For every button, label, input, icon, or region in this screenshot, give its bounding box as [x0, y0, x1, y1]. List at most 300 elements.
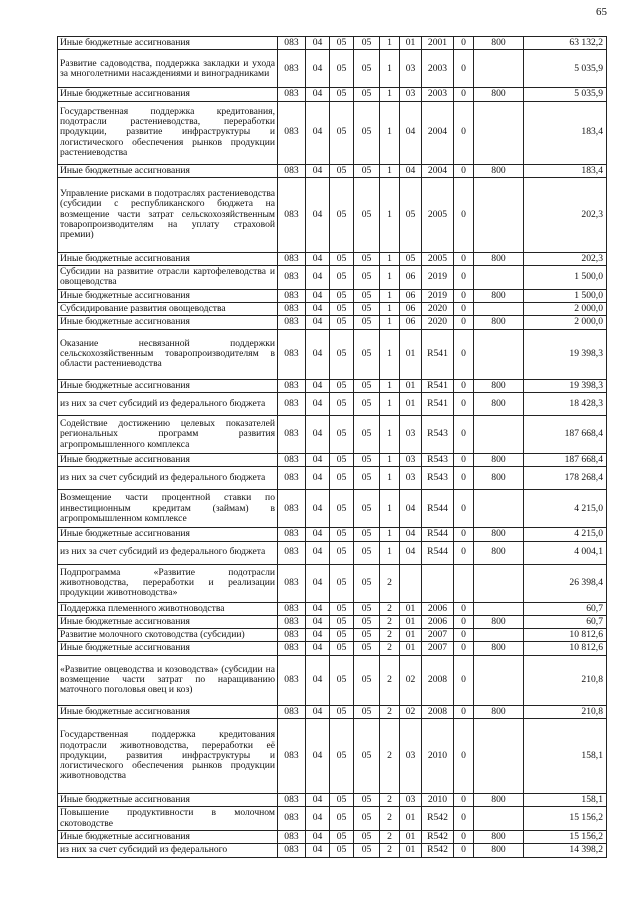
subprogram-code: 1: [380, 415, 400, 453]
program-code: 05: [354, 528, 380, 541]
amount: 15 156,2: [524, 830, 607, 843]
code-part: 0: [454, 37, 474, 50]
program-code: 05: [354, 453, 380, 466]
section-code: 04: [306, 316, 330, 329]
subprogram-code: 2: [380, 719, 400, 794]
ministry-code: 083: [278, 316, 306, 329]
row-name: Иные бюджетные ассигнования: [58, 289, 278, 302]
row-name: из них за счет субсидий из федерального бюджета: [58, 392, 278, 415]
ministry-code: 083: [278, 164, 306, 177]
row-name: Оказание несвязанной поддержки сельскохозяйственным товаропроизводителям в области растениеводства: [58, 329, 278, 379]
event-code: 01: [400, 602, 422, 615]
amount: 10 812,6: [524, 642, 607, 655]
event-code: 03: [400, 50, 422, 88]
budget-table: [57, 36, 607, 858]
expense-type-code: [474, 807, 524, 831]
direction-code: 2010: [422, 719, 454, 794]
amount: 18 428,3: [524, 392, 607, 415]
row-name: Государственная поддержка кредитования, подотрасли растениеводства, переработки продукции, развитие инфраструктуры и логистического обеспечения рынков продукции растениеводства: [58, 101, 278, 164]
ministry-code: 083: [278, 88, 306, 101]
subprogram-code: 1: [380, 289, 400, 302]
program-code: 05: [354, 541, 380, 564]
ministry-code: 083: [278, 177, 306, 252]
ministry-code: 083: [278, 392, 306, 415]
code-part: 0: [454, 252, 474, 265]
row-name: Иные бюджетные ассигнования: [58, 830, 278, 843]
subsection-code: 05: [330, 719, 354, 794]
event-code: 01: [400, 615, 422, 628]
code-part: 0: [454, 50, 474, 88]
expense-type-code: 800: [474, 252, 524, 265]
subprogram-code: 1: [380, 316, 400, 329]
subprogram-code: 1: [380, 266, 400, 290]
table-row: [58, 541, 607, 564]
row-name: Подпрограмма «Развитие подотрасли животноводства, переработки и реализации продукции животноводства»: [58, 564, 278, 602]
event-code: 01: [400, 37, 422, 50]
program-code: 05: [354, 379, 380, 392]
event-code: 01: [400, 830, 422, 843]
code-part: 0: [454, 467, 474, 490]
expense-type-code: 800: [474, 392, 524, 415]
subsection-code: 05: [330, 467, 354, 490]
table-row: [58, 88, 607, 101]
section-code: 04: [306, 415, 330, 453]
event-code: 02: [400, 655, 422, 705]
table-row: [58, 844, 607, 857]
program-code: 05: [354, 88, 380, 101]
subprogram-code: 2: [380, 655, 400, 705]
event-code: 01: [400, 844, 422, 857]
event-code: 06: [400, 266, 422, 290]
section-code: 04: [306, 541, 330, 564]
program-code: 05: [354, 266, 380, 290]
expense-type-code: [474, 415, 524, 453]
direction-code: R541: [422, 379, 454, 392]
program-code: 05: [354, 615, 380, 628]
ministry-code: 083: [278, 642, 306, 655]
program-code: 05: [354, 642, 380, 655]
expense-type-code: 800: [474, 453, 524, 466]
expense-type-code: 800: [474, 642, 524, 655]
subprogram-code: 1: [380, 329, 400, 379]
amount: 178 268,4: [524, 467, 607, 490]
section-code: 04: [306, 615, 330, 628]
program-code: 05: [354, 415, 380, 453]
amount: 15 156,2: [524, 807, 607, 831]
event-code: 06: [400, 316, 422, 329]
program-code: 05: [354, 490, 380, 528]
code-part: 0: [454, 392, 474, 415]
subprogram-code: 1: [380, 303, 400, 316]
expense-type-code: [474, 655, 524, 705]
ministry-code: 083: [278, 415, 306, 453]
expense-type-code: 800: [474, 830, 524, 843]
code-part: 0: [454, 642, 474, 655]
section-code: 04: [306, 329, 330, 379]
row-name: Иные бюджетные ассигнования: [58, 615, 278, 628]
row-name: Управление рисками в подотраслях растениеводства (субсидии с республиканского бюджета на возмещение части затрат сельскохозяйственным товаропроизводителям на уплату страховой премии): [58, 177, 278, 252]
amount: 158,1: [524, 794, 607, 807]
table-row: [58, 490, 607, 528]
expense-type-code: [474, 303, 524, 316]
code-part: 0: [454, 329, 474, 379]
amount: 210,8: [524, 655, 607, 705]
section-code: 04: [306, 719, 330, 794]
direction-code: 2006: [422, 615, 454, 628]
program-code: 05: [354, 705, 380, 718]
direction-code: 2003: [422, 88, 454, 101]
direction-code: R541: [422, 392, 454, 415]
table-row: [58, 266, 607, 290]
row-name: Развитие молочного скотоводства (субсидии): [58, 629, 278, 642]
row-name: Субсидии на развитие отрасли картофелеводства и овощеводства: [58, 266, 278, 290]
table-row: [58, 564, 607, 602]
event-code: 04: [400, 541, 422, 564]
table-row: [58, 719, 607, 794]
expense-type-code: [474, 719, 524, 794]
expense-type-code: 800: [474, 528, 524, 541]
direction-code: R542: [422, 844, 454, 857]
page-number: 65: [596, 6, 607, 18]
ministry-code: 083: [278, 602, 306, 615]
amount: 60,7: [524, 602, 607, 615]
program-code: 05: [354, 289, 380, 302]
program-code: 05: [354, 629, 380, 642]
ministry-code: 083: [278, 615, 306, 628]
program-code: 05: [354, 655, 380, 705]
row-name: из них за счет субсидий из федерального бюджета: [58, 541, 278, 564]
ministry-code: 083: [278, 303, 306, 316]
table-row: [58, 705, 607, 718]
program-code: 05: [354, 794, 380, 807]
subsection-code: 05: [330, 88, 354, 101]
subsection-code: 05: [330, 329, 354, 379]
event-code: 01: [400, 807, 422, 831]
amount: 14 398,2: [524, 844, 607, 857]
amount: 1 500,0: [524, 289, 607, 302]
direction-code: R544: [422, 541, 454, 564]
code-part: 0: [454, 316, 474, 329]
direction-code: 2003: [422, 50, 454, 88]
expense-type-code: [474, 629, 524, 642]
subsection-code: 05: [330, 564, 354, 602]
direction-code: 2005: [422, 177, 454, 252]
subprogram-code: 2: [380, 564, 400, 602]
table-row: [58, 830, 607, 843]
program-code: 05: [354, 101, 380, 164]
event-code: 06: [400, 289, 422, 302]
event-code: 01: [400, 392, 422, 415]
row-name: Иные бюджетные ассигнования: [58, 794, 278, 807]
event-code: 06: [400, 303, 422, 316]
program-code: 05: [354, 329, 380, 379]
expense-type-code: 800: [474, 379, 524, 392]
table-row: [58, 807, 607, 831]
amount: 63 132,2: [524, 37, 607, 50]
section-code: 04: [306, 101, 330, 164]
section-code: 04: [306, 564, 330, 602]
code-part: 0: [454, 303, 474, 316]
expense-type-code: [474, 329, 524, 379]
event-code: 04: [400, 101, 422, 164]
direction-code: R544: [422, 490, 454, 528]
program-code: 05: [354, 50, 380, 88]
program-code: 05: [354, 719, 380, 794]
subprogram-code: 2: [380, 642, 400, 655]
direction-code: R542: [422, 807, 454, 831]
amount: 5 035,9: [524, 88, 607, 101]
direction-code: 2007: [422, 642, 454, 655]
event-code: 01: [400, 379, 422, 392]
expense-type-code: 800: [474, 615, 524, 628]
subprogram-code: 1: [380, 379, 400, 392]
subsection-code: 05: [330, 705, 354, 718]
subsection-code: 05: [330, 252, 354, 265]
program-code: 05: [354, 602, 380, 615]
section-code: 04: [306, 830, 330, 843]
table-row: [58, 467, 607, 490]
program-code: 05: [354, 830, 380, 843]
section-code: 04: [306, 794, 330, 807]
expense-type-code: [474, 50, 524, 88]
code-part: 0: [454, 101, 474, 164]
amount: 4 215,0: [524, 528, 607, 541]
subsection-code: 05: [330, 528, 354, 541]
subsection-code: 05: [330, 541, 354, 564]
amount: 2 000,0: [524, 303, 607, 316]
table-row: [58, 379, 607, 392]
direction-code: 2005: [422, 252, 454, 265]
expense-type-code: 800: [474, 467, 524, 490]
event-code: 02: [400, 705, 422, 718]
expense-type-code: 800: [474, 37, 524, 50]
ministry-code: 083: [278, 329, 306, 379]
table-row: [58, 329, 607, 379]
subsection-code: 05: [330, 844, 354, 857]
table-row: [58, 252, 607, 265]
subprogram-code: 2: [380, 807, 400, 831]
row-name: Содействие достижению целевых показателей региональных программ развития агропромышленного комплекса: [58, 415, 278, 453]
ministry-code: 083: [278, 453, 306, 466]
program-code: 05: [354, 467, 380, 490]
ministry-code: 083: [278, 830, 306, 843]
amount: 187 668,4: [524, 415, 607, 453]
subprogram-code: 2: [380, 705, 400, 718]
subsection-code: 05: [330, 379, 354, 392]
subsection-code: 05: [330, 415, 354, 453]
subsection-code: 05: [330, 266, 354, 290]
section-code: 04: [306, 177, 330, 252]
direction-code: R543: [422, 415, 454, 453]
row-name: из них за счет субсидий из федерального бюджета: [58, 467, 278, 490]
section-code: 04: [306, 844, 330, 857]
direction-code: 2007: [422, 629, 454, 642]
program-code: 05: [354, 392, 380, 415]
amount: 10 812,6: [524, 629, 607, 642]
expense-type-code: 800: [474, 541, 524, 564]
section-code: 04: [306, 37, 330, 50]
section-code: 04: [306, 392, 330, 415]
table-row: [58, 794, 607, 807]
direction-code: 2020: [422, 303, 454, 316]
amount: 2 000,0: [524, 316, 607, 329]
table-row: [58, 37, 607, 50]
amount: 210,8: [524, 705, 607, 718]
ministry-code: 083: [278, 50, 306, 88]
section-code: 04: [306, 303, 330, 316]
ministry-code: 083: [278, 794, 306, 807]
table-row: [58, 50, 607, 88]
subprogram-code: 1: [380, 101, 400, 164]
subprogram-code: 1: [380, 37, 400, 50]
direction-code: 2004: [422, 101, 454, 164]
table-row: [58, 629, 607, 642]
code-part: 0: [454, 615, 474, 628]
code-part: 0: [454, 266, 474, 290]
row-name: Иные бюджетные ассигнования: [58, 528, 278, 541]
amount: 26 398,4: [524, 564, 607, 602]
code-part: 0: [454, 602, 474, 615]
section-code: 04: [306, 50, 330, 88]
ministry-code: 083: [278, 379, 306, 392]
row-name: «Развитие овцеводства и козоводства» (субсидии на возмещение части затрат по наращиванию маточного поголовья овец и коз): [58, 655, 278, 705]
code-part: 0: [454, 177, 474, 252]
code-part: 0: [454, 379, 474, 392]
subprogram-code: 1: [380, 50, 400, 88]
expense-type-code: [474, 101, 524, 164]
row-name: Субсидирование развития овощеводства: [58, 303, 278, 316]
expense-type-code: [474, 602, 524, 615]
row-name: Иные бюджетные ассигнования: [58, 453, 278, 466]
code-part: 0: [454, 289, 474, 302]
program-code: 05: [354, 37, 380, 50]
code-part: [454, 564, 474, 602]
subprogram-code: 1: [380, 541, 400, 564]
table-row: [58, 289, 607, 302]
direction-code: R543: [422, 467, 454, 490]
ministry-code: 083: [278, 719, 306, 794]
event-code: 04: [400, 528, 422, 541]
code-part: 0: [454, 453, 474, 466]
subsection-code: 05: [330, 629, 354, 642]
ministry-code: 083: [278, 467, 306, 490]
subsection-code: 05: [330, 289, 354, 302]
subprogram-code: 2: [380, 602, 400, 615]
ministry-code: 083: [278, 101, 306, 164]
subsection-code: 05: [330, 164, 354, 177]
expense-type-code: 800: [474, 844, 524, 857]
direction-code: R541: [422, 329, 454, 379]
table-row: [58, 642, 607, 655]
ministry-code: 083: [278, 629, 306, 642]
direction-code: 2001: [422, 37, 454, 50]
expense-type-code: 800: [474, 88, 524, 101]
code-part: 0: [454, 490, 474, 528]
table-row: [58, 177, 607, 252]
code-part: 0: [454, 655, 474, 705]
code-part: 0: [454, 541, 474, 564]
amount: 187 668,4: [524, 453, 607, 466]
subprogram-code: 2: [380, 830, 400, 843]
table-row: [58, 303, 607, 316]
expense-type-code: [474, 266, 524, 290]
subprogram-code: 1: [380, 164, 400, 177]
amount: 158,1: [524, 719, 607, 794]
subprogram-code: 1: [380, 467, 400, 490]
ministry-code: 083: [278, 289, 306, 302]
section-code: 04: [306, 266, 330, 290]
expense-type-code: [474, 177, 524, 252]
section-code: 04: [306, 655, 330, 705]
table-row: [58, 316, 607, 329]
subprogram-code: 1: [380, 528, 400, 541]
amount: 1 500,0: [524, 266, 607, 290]
direction-code: 2019: [422, 266, 454, 290]
subsection-code: 05: [330, 316, 354, 329]
code-part: 0: [454, 807, 474, 831]
direction-code: R543: [422, 453, 454, 466]
code-part: 0: [454, 629, 474, 642]
row-name: Иные бюджетные ассигнования: [58, 252, 278, 265]
subprogram-code: 2: [380, 844, 400, 857]
program-code: 05: [354, 164, 380, 177]
table-row: [58, 415, 607, 453]
section-code: 04: [306, 379, 330, 392]
amount: 19 398,3: [524, 379, 607, 392]
event-code: 03: [400, 88, 422, 101]
event-code: 04: [400, 490, 422, 528]
section-code: 04: [306, 467, 330, 490]
subsection-code: 05: [330, 37, 354, 50]
ministry-code: 083: [278, 844, 306, 857]
subsection-code: 05: [330, 794, 354, 807]
subprogram-code: 2: [380, 794, 400, 807]
section-code: 04: [306, 642, 330, 655]
event-code: 01: [400, 329, 422, 379]
event-code: 04: [400, 164, 422, 177]
row-name: Повышение продуктивности в молочном скотоводстве: [58, 807, 278, 831]
table-row: [58, 101, 607, 164]
subsection-code: 05: [330, 642, 354, 655]
subsection-code: 05: [330, 655, 354, 705]
code-part: 0: [454, 415, 474, 453]
code-part: 0: [454, 164, 474, 177]
amount: 4 215,0: [524, 490, 607, 528]
row-name: Поддержка племенного животноводства: [58, 602, 278, 615]
expense-type-code: 800: [474, 289, 524, 302]
amount: 202,3: [524, 177, 607, 252]
program-code: 05: [354, 177, 380, 252]
row-name: Иные бюджетные ассигнования: [58, 379, 278, 392]
section-code: 04: [306, 807, 330, 831]
section-code: 04: [306, 602, 330, 615]
event-code: 03: [400, 794, 422, 807]
subsection-code: 05: [330, 602, 354, 615]
section-code: 04: [306, 88, 330, 101]
program-code: 05: [354, 303, 380, 316]
amount: 4 004,1: [524, 541, 607, 564]
row-name: Иные бюджетные ассигнования: [58, 164, 278, 177]
event-code: 03: [400, 415, 422, 453]
section-code: 04: [306, 629, 330, 642]
subsection-code: 05: [330, 303, 354, 316]
direction-code: 2020: [422, 316, 454, 329]
table-row: [58, 602, 607, 615]
event-code: 01: [400, 642, 422, 655]
table-row: [58, 453, 607, 466]
event-code: 03: [400, 467, 422, 490]
ministry-code: 083: [278, 266, 306, 290]
